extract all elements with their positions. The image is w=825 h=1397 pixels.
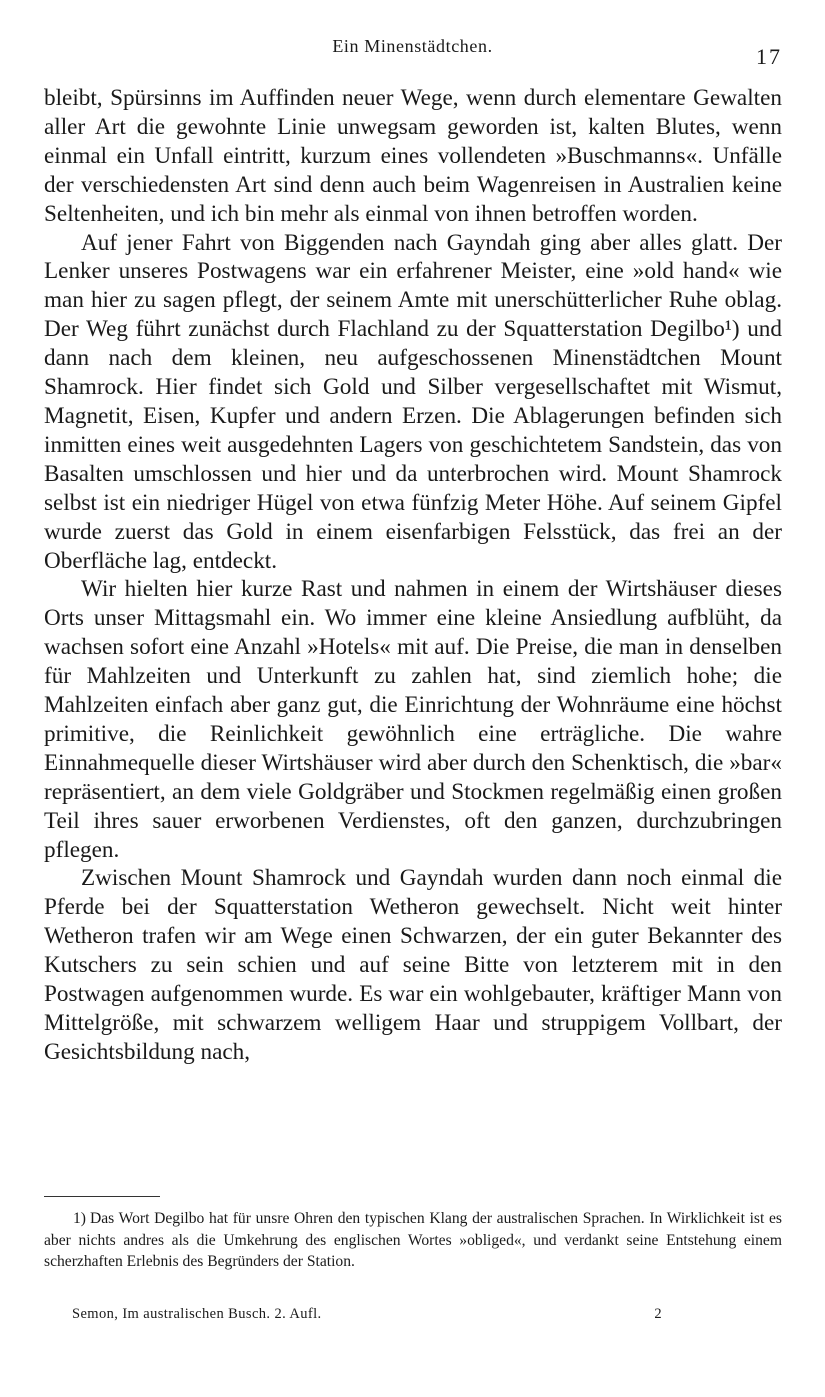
footnote-text: Das Wort Degilbo hat für unsre Ohren den typischen Klang der australischen Sprachen. In Wirklichkeit ist es aber nichts andres als die Umkehrung des englischen Wortes »obliged«, und verdankt seine Entstehung einem scherzhaften Erlebnis des Begründers der Station. xyxy=(44,1210,782,1270)
paragraph-1: bleibt, Spürsinns im Auffinden neuer Wege, wenn durch elementare Gewalten aller Art die gewohnte Linie unwegsam geworden ist, kalten Blutes, wenn einmal ein Unfall eintritt, kurzum eines vollendeten »Buschmanns«. Unfälle der verschiedensten Art sind denn auch beim Wagenreisen in Australien keine Seltenheiten, und ich bin mehr als einmal von ihnen betroffen worden. xyxy=(44,85,782,227)
paragraph-4: Zwischen Mount Shamrock und Gayndah wurden dann noch einmal die Pferde bei der Squatterstation Wetheron gewechselt. Nicht weit hinter Wetheron trafen wir am Wege einen Schwarzen, der ein guter Bekannter des Kutschers zu sein schien und auf seine Bitte von letzterem mit in den Postwagen aufgenommen wurde. Es war ein wohlgebauter, kräftiger Mann von Mittelgröße, mit schwarzem welligem Haar und struppigem Vollbart, der Gesichtsbildung nach, xyxy=(44,865,782,1065)
footnote-divider xyxy=(44,1196,160,1197)
footnote-marker: 1) xyxy=(73,1210,86,1227)
page-footer xyxy=(72,1306,662,1323)
footnote xyxy=(44,1208,782,1273)
paragraph-2: Auf jener Fahrt von Biggenden nach Gayndah ging aber alles glatt. Der Lenker unseres Postwagens war ein erfahrener Meister, eine »old hand« wie man hier zu sagen pflegt, der seinem Amte mit unerschütterlicher Ruhe oblag. Der Weg führt zunächst durch Flachland zu der Squatterstation Degilbo¹) und dann nach dem kleinen, neu aufgeschossenen Minenstädtchen Mount Shamrock. Hier findet sich Gold und Silber vergesellschaftet mit Wismut, Magnetit, Eisen, Kupfer und andern Erzen. Die Ablagerungen befinden sich inmitten eines weit ausgedehnten Lagers von geschichtetem Sandstein, das von Basalten umschlossen und hier und da unterbrochen wird. Mount Shamrock selbst ist ein niedriger Hügel von etwa fünfzig Meter Höhe. Auf seinem Gipfel wurde zuerst das Gold in einem eisenfarbigen Felsstück, das frei an der Oberfläche lag, entdeckt. xyxy=(44,229,782,574)
body-text xyxy=(44,84,782,1067)
signature-mark: 2 xyxy=(654,1306,662,1322)
paragraph-3: Wir hielten hier kurze Rast und nahmen in einem der Wirtshäuser dieses Orts unser Mittagsmahl ein. Wo immer eine kleine Ansiedlung aufblüht, da wachsen sofort eine Anzahl »Hotels« mit auf. Die Preise, die man in denselben für Mahlzeiten und Unterkunft zu zahlen hat, sind ziemlich hohe; die Mahlzeiten einfach aber ganz gut, die Einrichtung der Wohnräume eine höchst primitive, die Reinlichkeit gewöhnlich eine erträgliche. Die wahre Einnahmequelle dieser Wirtshäuser wird aber durch den Schenktisch, die »bar« repräsentiert, an dem viele Goldgräber und Stockmen regelmäßig einen großen Teil ihres sauer erworbenen Verdienstes, oft den ganzen, durchzubringen pflegen. xyxy=(44,576,782,863)
page-number: 17 xyxy=(756,44,782,69)
imprint-line: Semon, Im australischen Busch. 2. Aufl. xyxy=(72,1306,322,1322)
running-title: Ein Minenstädtchen. xyxy=(332,36,493,56)
